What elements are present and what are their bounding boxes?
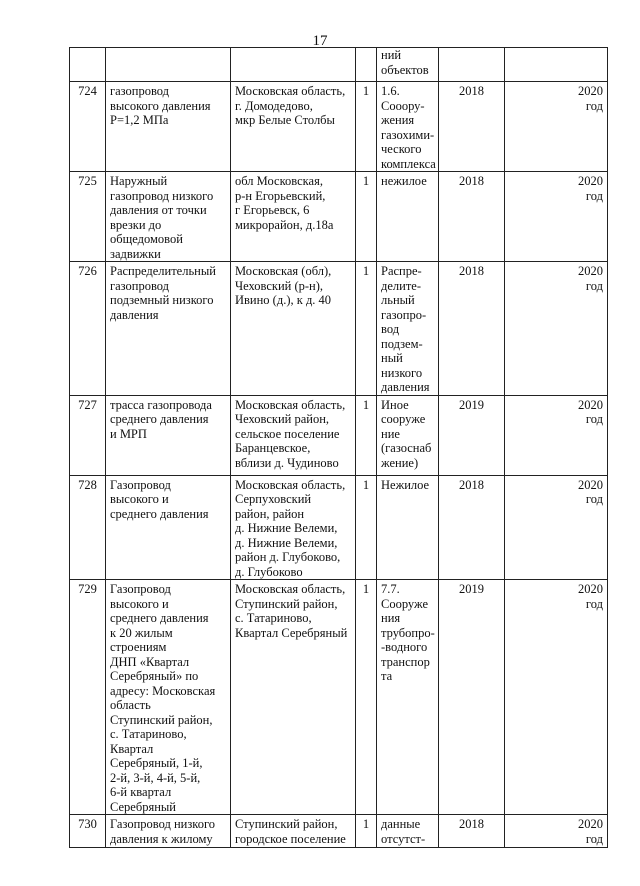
cell-year: 2018 bbox=[439, 475, 505, 580]
address-line: вблизи д. Чудиново bbox=[235, 455, 339, 470]
name-line: газопровод bbox=[110, 84, 170, 98]
cell-year: 2018 bbox=[439, 815, 505, 848]
address-line: Квартал Серебряный bbox=[235, 625, 348, 640]
cell-address bbox=[231, 395, 356, 475]
name-line: 2-й, 3-й, 4-й, 5-й, bbox=[110, 770, 201, 785]
end-line: 2020 bbox=[578, 264, 603, 278]
type-line: данные bbox=[381, 817, 421, 831]
end-line: год bbox=[585, 98, 603, 113]
cell-name bbox=[106, 172, 231, 262]
cell-name bbox=[106, 48, 231, 82]
table-row bbox=[70, 475, 608, 580]
cell-name bbox=[106, 475, 231, 580]
name-line: к 20 жилым bbox=[110, 625, 173, 640]
type-line: сооруже bbox=[381, 412, 426, 426]
address-line: д. Глубоково bbox=[235, 564, 303, 579]
type-line: транспор bbox=[381, 654, 430, 669]
page-number: 17 bbox=[312, 33, 328, 49]
address-line: с. Татариново, bbox=[235, 611, 312, 625]
cell-year: 2018 bbox=[439, 82, 505, 172]
cell-year: 2019 bbox=[439, 395, 505, 475]
cell-type bbox=[377, 82, 439, 172]
name-line: врезки до bbox=[110, 217, 162, 232]
address-line: район, район bbox=[235, 506, 305, 521]
name-line: Серебряный» по bbox=[110, 669, 199, 683]
type-line: Сооору- bbox=[381, 98, 425, 113]
address-line: обл Московская, bbox=[235, 174, 323, 188]
address-line: Ступинский район, bbox=[235, 596, 338, 611]
address-line: сельское поселение bbox=[235, 426, 340, 441]
cell-count: 1 bbox=[356, 580, 377, 815]
name-line: Серебряный, 1-й, bbox=[110, 756, 203, 770]
address-line: Чеховский район, bbox=[235, 412, 330, 426]
name-line: высокого и bbox=[110, 492, 169, 506]
end-line: 2020 bbox=[578, 174, 603, 188]
cell-count: 1 bbox=[356, 262, 377, 396]
type-line: (газоснаб bbox=[381, 441, 432, 455]
cell-num: 724 bbox=[70, 82, 106, 172]
cell-end bbox=[505, 262, 608, 396]
cell-name bbox=[106, 580, 231, 815]
cell-count: 1 bbox=[356, 815, 377, 848]
type-line: вод bbox=[381, 322, 400, 336]
table-row bbox=[70, 172, 608, 262]
name-line: Р=1,2 МПа bbox=[110, 113, 169, 127]
name-line: ДНП «Квартал bbox=[110, 654, 190, 669]
name-line: Квартал bbox=[110, 741, 154, 756]
name-line: Серебряный bbox=[110, 799, 176, 814]
end-line: 2020 bbox=[578, 397, 603, 412]
name-line: высокого давления bbox=[110, 98, 211, 113]
end-line: год bbox=[585, 831, 603, 846]
cell-end bbox=[505, 395, 608, 475]
name-line: Распределительный bbox=[110, 264, 216, 278]
type-line: Иное bbox=[381, 397, 409, 412]
cell-num: 729 bbox=[70, 580, 106, 815]
type-line: жение) bbox=[381, 455, 419, 470]
table-row bbox=[70, 395, 608, 475]
end-line: 2020 bbox=[578, 817, 603, 831]
cell-type bbox=[377, 580, 439, 815]
address-line: р-н Егорьевский, bbox=[235, 188, 326, 203]
name-line: общедомовой bbox=[110, 232, 183, 246]
cell-num bbox=[70, 48, 106, 82]
cell-num: 730 bbox=[70, 815, 106, 848]
name-line: Ступинский район, bbox=[110, 712, 213, 727]
address-line: Московская область, bbox=[235, 397, 346, 412]
name-line: газопровод низкого bbox=[110, 188, 214, 203]
cell-end bbox=[505, 815, 608, 848]
type-line: объектов bbox=[381, 62, 429, 77]
name-line: давления к жилому bbox=[110, 831, 213, 846]
cell-type bbox=[377, 395, 439, 475]
name-line: подземный низкого bbox=[110, 293, 214, 307]
table-row bbox=[70, 82, 608, 172]
table-row-continuation bbox=[70, 48, 608, 82]
end-line: год bbox=[585, 278, 603, 293]
address-line: д. Нижние Велеми, bbox=[235, 521, 338, 535]
name-line: Газопровод низкого bbox=[110, 817, 216, 831]
type-line: жения bbox=[381, 113, 415, 127]
end-line: год bbox=[585, 412, 603, 426]
type-line: льный bbox=[381, 293, 415, 307]
name-line: трасса газопровода bbox=[110, 397, 212, 412]
type-line: та bbox=[381, 669, 393, 683]
type-line: давления bbox=[381, 380, 430, 394]
cell-type bbox=[377, 815, 439, 848]
cell-name bbox=[106, 395, 231, 475]
end-line: год bbox=[585, 188, 603, 203]
address-line: Московская область, bbox=[235, 582, 346, 596]
cell-end bbox=[505, 48, 608, 82]
cell-type bbox=[377, 262, 439, 396]
address-line: Московская область, bbox=[235, 477, 346, 492]
end-line: 2020 bbox=[578, 582, 603, 596]
address-line: городское поселение bbox=[235, 831, 346, 846]
table-row bbox=[70, 815, 608, 848]
cell-count: 1 bbox=[356, 172, 377, 262]
type-line: 7.7. bbox=[381, 582, 400, 596]
cell-num: 727 bbox=[70, 395, 106, 475]
name-line: давления от точки bbox=[110, 203, 207, 217]
cell-address bbox=[231, 262, 356, 396]
end-line: год bbox=[585, 596, 603, 611]
type-line: ческого bbox=[381, 142, 422, 156]
type-line: нежилое bbox=[381, 174, 427, 188]
cell-address bbox=[231, 82, 356, 172]
cell-name bbox=[106, 262, 231, 396]
name-line: Газопровод bbox=[110, 582, 171, 596]
cell-address bbox=[231, 172, 356, 262]
type-line: газохими- bbox=[381, 127, 435, 142]
type-line: Сооруже bbox=[381, 596, 429, 611]
cell-year: 2018 bbox=[439, 262, 505, 396]
name-line: Наружный bbox=[110, 174, 168, 188]
type-line: трубопро- bbox=[381, 625, 435, 640]
type-line: -водного bbox=[381, 640, 428, 654]
end-line: 2020 bbox=[578, 477, 603, 492]
address-line: Чеховский (р-н), bbox=[235, 278, 324, 293]
name-line: среднего давления bbox=[110, 412, 209, 426]
cell-end bbox=[505, 82, 608, 172]
cell-type bbox=[377, 475, 439, 580]
address-line: д. Нижние Велеми, bbox=[235, 535, 338, 550]
type-line: 1.6. bbox=[381, 84, 400, 98]
cell-type bbox=[377, 172, 439, 262]
type-line: делите- bbox=[381, 278, 422, 293]
type-line: ный bbox=[381, 351, 403, 365]
cell-year: 2019 bbox=[439, 580, 505, 815]
cell-address bbox=[231, 475, 356, 580]
name-line: адресу: Московская bbox=[110, 683, 216, 698]
address-line: Серпуховский bbox=[235, 492, 312, 506]
address-line: Московская (обл), bbox=[235, 264, 332, 278]
address-line: Баранцевское, bbox=[235, 441, 311, 455]
cell-num: 726 bbox=[70, 262, 106, 396]
address-line: г Егорьевск, 6 bbox=[235, 203, 310, 217]
registry-table bbox=[69, 47, 608, 848]
name-line: Газопровод bbox=[110, 477, 171, 492]
table-row bbox=[70, 262, 608, 396]
cell-year: 2018 bbox=[439, 172, 505, 262]
name-line: газопровод bbox=[110, 278, 170, 293]
address-line: район д. Глубоково, bbox=[235, 550, 341, 564]
cell-count: 1 bbox=[356, 475, 377, 580]
cell-num: 725 bbox=[70, 172, 106, 262]
cell-type bbox=[377, 48, 439, 82]
cell-end bbox=[505, 475, 608, 580]
end-line: год bbox=[585, 492, 603, 506]
type-line: ния bbox=[381, 611, 401, 625]
type-line: ний bbox=[381, 48, 402, 62]
address-line: г. Домодедово, bbox=[235, 98, 313, 113]
cell-year bbox=[439, 48, 505, 82]
type-line: Распре- bbox=[381, 264, 422, 278]
name-line: 6-й квартал bbox=[110, 785, 172, 799]
cell-address bbox=[231, 580, 356, 815]
type-line: подзем- bbox=[381, 336, 423, 351]
name-line: с. Татариново, bbox=[110, 727, 187, 741]
cell-end bbox=[505, 580, 608, 815]
address-line: микрорайон, д.18а bbox=[235, 217, 334, 232]
cell-count: 1 bbox=[356, 82, 377, 172]
address-line: мкр Белые Столбы bbox=[235, 113, 335, 127]
cell-address bbox=[231, 48, 356, 82]
cell-num: 728 bbox=[70, 475, 106, 580]
end-line: 2020 bbox=[578, 84, 603, 98]
type-line: ние bbox=[381, 426, 400, 441]
name-line: строениям bbox=[110, 640, 167, 654]
address-line: Московская область, bbox=[235, 84, 346, 98]
cell-end bbox=[505, 172, 608, 262]
name-line: высокого и bbox=[110, 596, 169, 611]
type-line: газопро- bbox=[381, 307, 427, 322]
type-line: Нежилое bbox=[381, 477, 430, 492]
cell-address bbox=[231, 815, 356, 848]
cell-name bbox=[106, 82, 231, 172]
name-line: задвижки bbox=[110, 246, 161, 261]
type-line: комплекса bbox=[381, 156, 436, 171]
cell-count: 1 bbox=[356, 395, 377, 475]
type-line: низкого bbox=[381, 365, 423, 380]
name-line: давления bbox=[110, 307, 159, 322]
type-line: отсутст- bbox=[381, 831, 426, 846]
name-line: область bbox=[110, 698, 151, 712]
table-row bbox=[70, 580, 608, 815]
cell-name bbox=[106, 815, 231, 848]
address-line: Ивино (д.), к д. 40 bbox=[235, 293, 332, 307]
name-line: среднего давления bbox=[110, 506, 209, 521]
name-line: и МРП bbox=[110, 426, 147, 441]
cell-count bbox=[356, 48, 377, 82]
name-line: среднего давления bbox=[110, 611, 209, 625]
address-line: Ступинский район, bbox=[235, 817, 338, 831]
